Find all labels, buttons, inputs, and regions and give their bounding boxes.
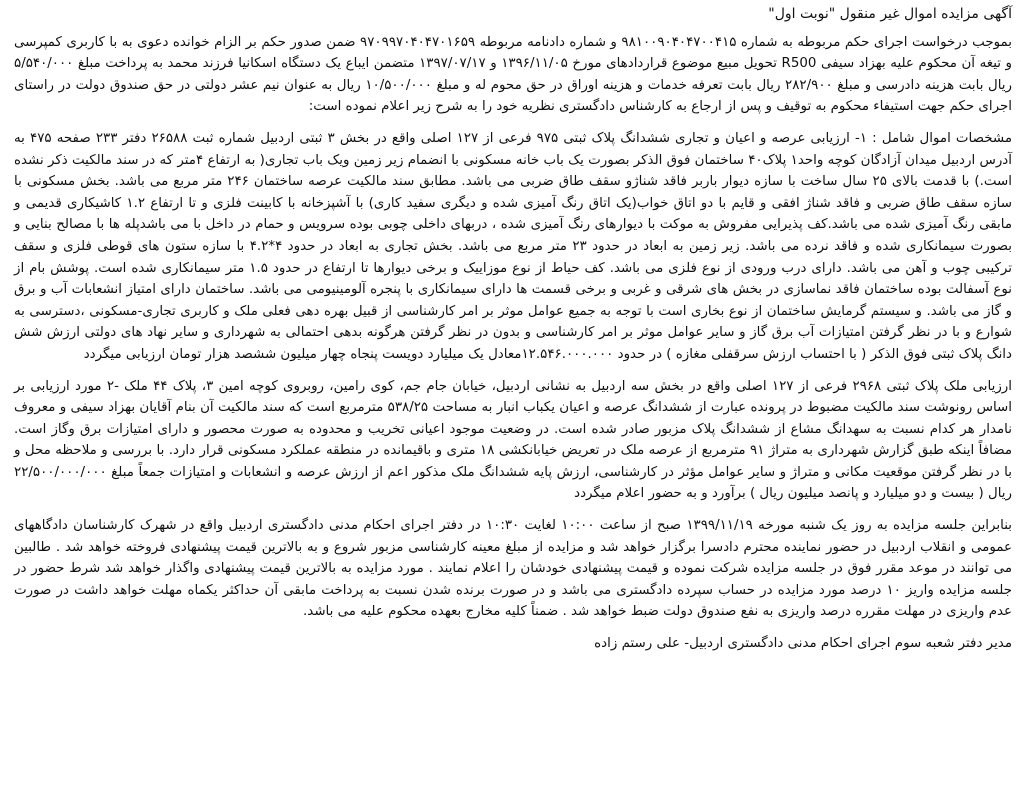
notice-title: آگهی مزایده اموال غیر منقول "نوبت اول": [768, 6, 1012, 22]
property-1-description: مشخصات اموال شامل : ۱- ارزیابی عرصه و اعیان و تجاری ششدانگ پلاک ثبتی ۹۷۵ فرعی از ۱۲۷ اصلی واقع در بخش ۳ ثبتی اردبیل شماره ثبت ۲۶۵۸۸ دفتر ۲۳۳ صفحه ۴۷۵ به آدرس اردبیل میدان آزادگان کوچه واحد۱ پلاک۴۰ ساختمان فوق الذکر بصورت یک باب خانه مسکونی با انضمام زیر زمین ویک باب تجاری( به ارتفاع ۴متر که در سند مالکیت ذکر نشده است.) با قدمت بالای ۲۵ سال ساخت با سازه دیوار باربر فاقد شناژو سقف طاق ضربی می باشد. مطابق سند مالکیت عرصه ساختمان ۲۴۶ متر مربع می باشد. بخش مسکونی با سازه سقف طاق ضربی و فاقد شناژ افقی و قایم با دو اتاق خواب(یک اتاق رنگ آمیزی شده و دیگری سفید کاری) با آشپزخانه با کابینت فلزی و تا ارتفاع ۱.۲ کاشیکاری قدیمی و مابقی رنگ آمیزی شده می باشد.کف پذیرایی مفروش به موکت با دیوارهای رنگ آمیزی شده ، دربهای داخلی چوبی بوده سرویس و حمام در داخل با می باشدپله ها با مصالح بنایی و بصورت سیمانکاری شده و فاقد نرده می باشد. زیر زمین به ابعاد در حدود ۲۳ متر مربع می باشد. بخش تجاری به ابعاد در حدود ۴*۴.۲ با سازه ستون های قوطی فلزی و سقف ترکیبی چوب و آهن می باشد. دارای درب ورودی از نوع فلزی می باشد. کف حیاط از نوع موزاییک و برخی دیوارها تا ارتفاع در حدود ۱.۵ متر سیمانکاری شده است. پوشش بام از نوع آسفالت بوده ساختمان فاقد نماسازی در بخش های شرقی و غربی و برخی قسمت ها دارای سیمانکاری با پنجره آلومینیومی می باشد. ساختمان دارای امتیاز انشعابات آب و برق و گاز می باشد. و سیستم گرمایش ساختمان از نوع بخاری است با توجه به جمیع عوامل موثر بر امر کارشناسی از قبیل بهره دهی فعلی ملک و کاربری تجاری-مسکونی ،دسترسی به شوارع و با در نظر گرفتن امتیازات آب برق گاز و سایر عوامل موثر بر امر کارشناسی و بدون در نظر گرفتن هرگونه بدهی احتمالی به شهرداری و سایر نهاد های دولتی ارزش شش دانگ پلاک ثبتی فوق الذکر ( با احتساب ارزش سرقفلی مغازه ) در حدود ۱۲.۵۴۶.۰۰۰.۰۰۰معادل یک میلیارد دویست پنجاه چهار میلیون ششصد هزار تومان ارزیابی میگردد: [14, 130, 1012, 362]
property-2-description: ارزیابی ملک پلاک ثبتی ۲۹۶۸ فرعی از ۱۲۷ اصلی واقع در بخش سه اردبیل به نشانی اردبیل، خیابان جام جم، کوی رامین، روبروی کوچه امین ۳، پلاک ۴۴ ملک -۲ مورد ارزیابی بر اساس رونوشت سند مالکیت مضبوط در پرونده عبارت از ششدانگ عرصه و اعیان یکباب انبار به مساحت ۵۳۸/۲۵ مترمربع است که سند مالکیت آن بنام آقایان بهزاد سیفی و معروف نامدار هر کدام نسبت به سهدانگ مشاع از ششدانگ پلاک مزبور صادر شده است. در وضعیت موجود اعیانی تخریب و محدوده به صورت محصور و دارای امتیازات برق وگاز است. مضافاً اینکه طبق گزارش شهرداری به متراژ ۹۱ مترمربع از عرصه ملک در تعریض خیابانکشی ۱۸ متری و باقیمانده در منطقه عملکرد مسکونی قرار دارد. با بررسی و ملاحظه محل و با در نظر گرفتن موقعیت مکانی و متراژ و سایر عوامل مؤثر در کارشناسی، ارزش پایه ششدانگ ملک مذکور اعم از ارزش عرصه و انشعابات و امتیازات جمعاً مبلغ ۲۲/۵۰۰/۰۰۰/۰۰۰ ریال ( بیست و دو میلیارد و پانصد میلیون ریال ) برآورد و به حضور اعلام میگردد: [14, 378, 1012, 502]
notice-signature: مدیر دفتر شعبه سوم اجرای احکام مدنی دادگستری اردبیل- علی رستم زاده: [594, 636, 1012, 652]
notice-intro-paragraph: بموجب درخواست اجرای حکم مربوطه به شماره ۹۸۱۰۰۹۰۴۰۴۷۰۰۴۱۵ و شماره دادنامه مربوطه ۹۷۰۹۹۷۰۴۰۴۷۰۱۶۵۹ ضمن صدور حکم بر الزام خوانده دعوی به با کاربری کمپرسی و تیغه آن محکوم علیه بهزاد سیفی R500 تحویل مبیع موضوع قراردادهای مورخ ۱۳۹۶/۱۱/۰۵ و ۱۳۹۷/۰۷/۱۷ متضمن ایباع یک دستگاه اسکانیا فرزند محمد به پرداخت مبلغ ۵/۵۴۰/۰۰۰ ریال بابت هزینه دادرسی و مبلغ ۲۸۲/۹۰۰ ریال بابت تعرفه خدمات و هزینه اوراق در حق محوم له و مبلغ ۱۰/۵۰۰/۰۰۰ ریال به عنوان نیم عشر دولتی در حق صندوق دولت در راستای اجرای حکم جهت استیفاء محکوم به توقیف و پس از ارجاع به کارشناس دادگستری نظریه خود را به شرح زیر اعلام نموده است:: [14, 34, 1013, 115]
auction-session-terms: بنابراین جلسه مزایده به روز یک شنبه مورخه ۱۳۹۹/۱۱/۱۹ صبح از ساعت ۱۰:۰۰ لغایت ۱۰:۳۰ در دفتر اجرای احکام مدنی دادگستری اردبیل واقع در شهرک کارشناسان دادگاههای عمومی و انقلاب اردبیل در حضور نماینده محترم دادسرا برگزار خواهد شد و مزایده از مبلغ معینه کارشناسی مزبور شروع و به بالاترین قیمت پیشنهادی فروخته خواهد شد . طالبین می توانند در موعد مقرر فوق در جلسه مزایده شرکت نموده و قیمت پیشنهادی خودشان را اعلام نمایند . مورد مزایده به بالاترین قیمت پیشنهادی واگذار خواهد شد شرط حضور در جلسه مزایده واریز ۱۰ درصد مورد مزایده در حساب سپرده دادگستری می باشد و در صورت برنده شدن نسبت به پرداخت مابقی آن حداکثر یکماه مهلت خواهد داشت در صورت عدم واریزی در مهلت مقرره درصد واریزی به نفع صندوق دولت ضبط خواهد شد . ضمناً کلیه مخارج بعهده محکوم علیه می باشد.: [14, 518, 1012, 620]
